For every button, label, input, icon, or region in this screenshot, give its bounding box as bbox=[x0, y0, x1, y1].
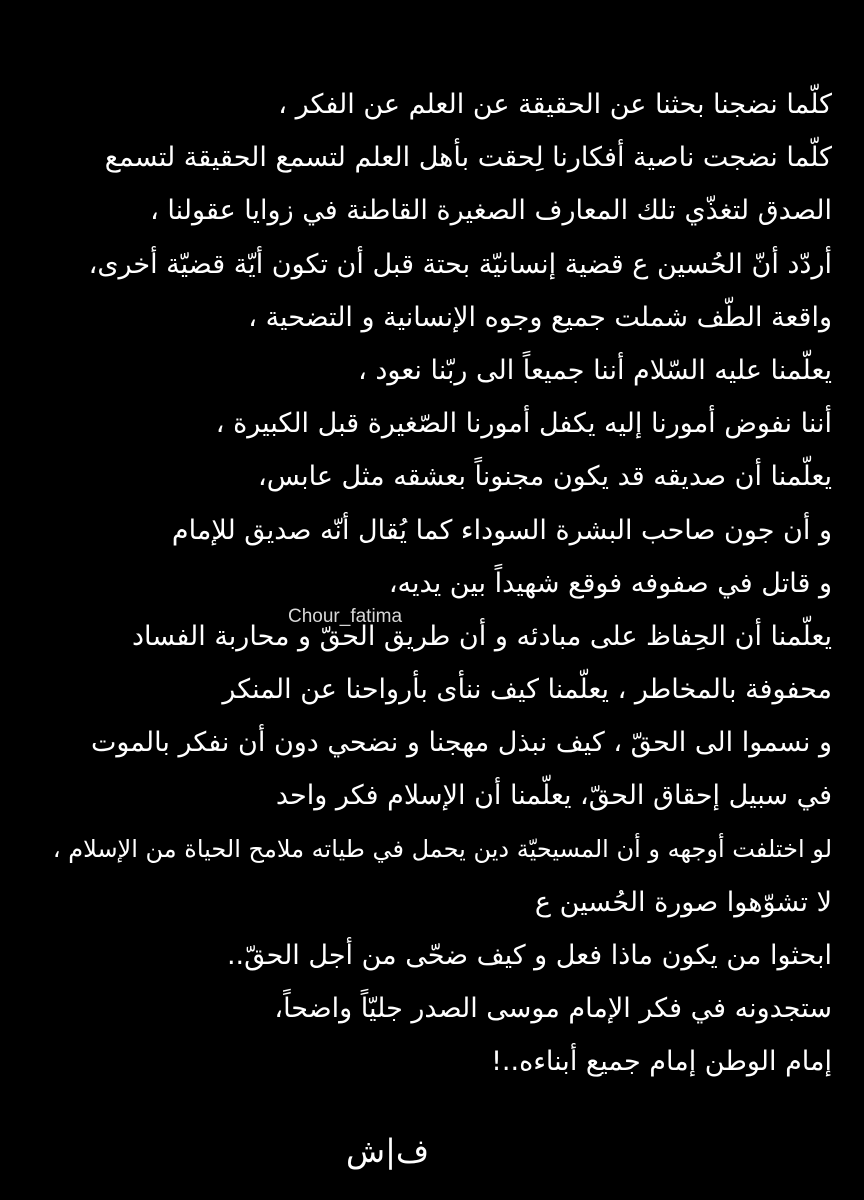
poem-text-block bbox=[52, 78, 832, 1089]
poem-line: إمام الوطن إمام جميع أبناءه..! bbox=[491, 1046, 832, 1078]
poem-line: الصدق لتغذّي تلك المعارف الصغيرة القاطنة في زوايا عقولنا ، bbox=[150, 195, 832, 227]
poem-line: و نسموا الى الحقّ ، كيف نبذل مهجنا و نضحي دون أن نفكر بالموت bbox=[90, 727, 832, 759]
poem-line: أننا نفوض أمورنا إليه يكفل أمورنا الصّغيرة قبل الكبيرة ، bbox=[215, 408, 832, 440]
author-watermark: Chour_fatima bbox=[288, 606, 403, 627]
poem-line: في سبيل إحقاق الحقّ، يعلّمنا أن الإسلام فكر واحد bbox=[275, 780, 832, 812]
poem-line: كلّما نضجت ناصية أفكارنا لِحقت بأهل العلم لتسمع الحقيقة لتسمع bbox=[104, 142, 832, 174]
poem-line: و أن جون صاحب البشرة السوداء كما يُقال أنّه صديق للإمام bbox=[171, 514, 832, 546]
poem-line: يعلّمنا أن الحِفاظ على مبادئه و أن طريق الحقّ و محاربة الفساد bbox=[132, 620, 832, 652]
poem-line: ستجدونه في فكر الإمام موسى الصدر جليّاً واضحاً، bbox=[274, 993, 832, 1025]
poem-line: كلّما نضجنا بحثنا عن الحقيقة عن العلم عن الفكر ، bbox=[278, 89, 832, 120]
poem-line: لو اختلفت أوجهه و أن المسيحيّة دين يحمل في طياته ملامح الحياة من الإسلام ، bbox=[52, 834, 832, 863]
poem-line: يعلّمنا عليه السّلام أننا جميعاً الى ربّنا نعود ، bbox=[358, 354, 832, 386]
poem-line: محفوفة بالمخاطر ، يعلّمنا كيف ننأى بأرواحنا عن المنكر bbox=[222, 674, 832, 706]
poem-line: لا تشوّهوا صورة الحُسين ع bbox=[534, 886, 832, 918]
poem-line: يعلّمنا أن صديقه قد يكون مجنوناً بعشقه مثل عابس، bbox=[257, 461, 832, 493]
poem-line: و قاتل في صفوفه فوقع شهيداً بين يديه، bbox=[388, 567, 832, 599]
author-signature: ف|ش bbox=[346, 1132, 430, 1170]
poem-line: ابحثوا من يكون ماذا فعل و كيف ضحّى من أجل الحقّ.. bbox=[226, 940, 832, 971]
poem-line: واقعة الطّف شملت جميع وجوه الإنسانية و التضحية ، bbox=[248, 301, 832, 333]
poem-line: أردّد أنّ الحُسين ع قضية إنسانيّة بحتة قبل أن تكون أيّة قضيّة أخرى، bbox=[88, 248, 832, 280]
